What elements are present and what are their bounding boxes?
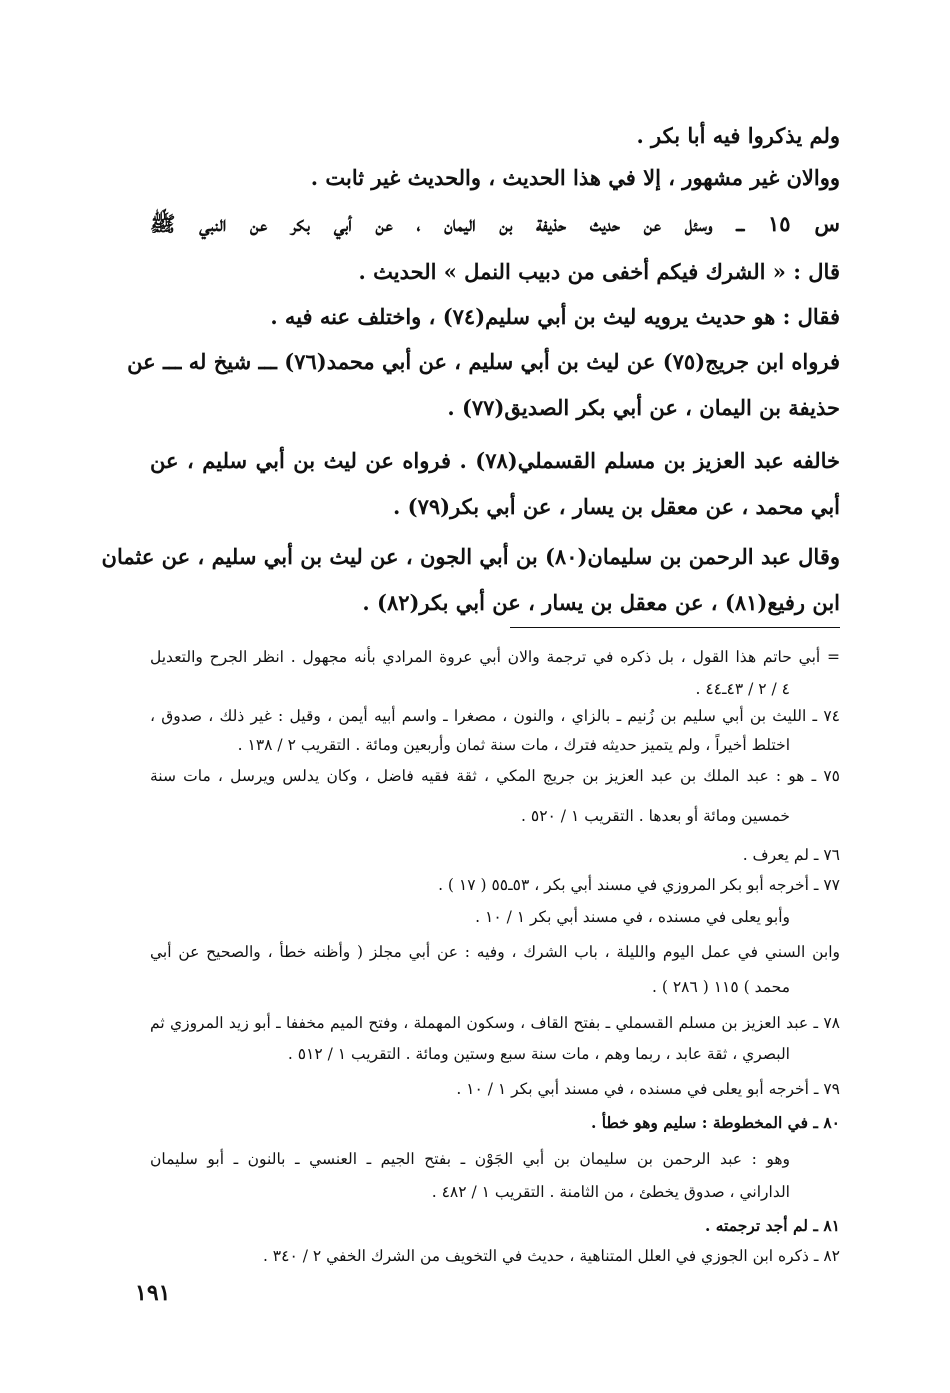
footnote-line: خمسين ومائة أو بعدها . التقريب ١ / ٥٢٠ . bbox=[521, 807, 790, 825]
footnote-77: ٧٧ ـ أخرجه أبو بكر المروزي في مسند أبي بكر ، ٥٣ـ٥٥ ( ١٧ ) . bbox=[438, 876, 840, 894]
footnote-74: ٧٤ ـ الليث بن أبي سليم بن زُنيم ـ بالزاي ، والنون ، مصغرا ـ واسم أبيه أيمن ، وقيل : غير ذلك ، صدوق ، bbox=[150, 707, 840, 725]
body-line: خالفه عبد العزيز بن مسلم القسملي(٧٨) . فرواه عن ليث بن أبي سليم ، عن bbox=[150, 448, 840, 473]
body-line: قال : « الشرك فيكم أخفى من دبيب النمل » الحديث . bbox=[358, 259, 840, 284]
footnote-82: ٨٢ ـ ذكره ابن الجوزي في العلل المتناهية ، حديث في التخويف من الشرك الخفي ٢ / ٣٤٠ . bbox=[262, 1247, 840, 1265]
footnote-line: اختلط أخيراً ، ولم يتميز حديثه فترك ، مات سنة ثمان وأربعين ومائة . التقريب ٢ / ١٣٨ . bbox=[237, 736, 790, 754]
footnote-line: محمد ) ١١٥ ( ٢٨٦ ) . bbox=[651, 978, 790, 996]
question-heading: س ١٥ ـــ وسئل عن حديث حذيفة بن اليمان ، عن أبي بكر عن النبي ﷺ bbox=[150, 211, 840, 236]
footnote-line: = أبي حاتم هذا القول ، بل ذكره في ترجمة والان أبي عروة المرادي بأنه مجهول . انظر الجرح والتعديل bbox=[150, 648, 840, 666]
footnote-79: ٧٩ ـ أخرجه أبو يعلى في مسنده ، في مسند أبي بكر ١ / ١٠ . bbox=[456, 1080, 840, 1098]
body-line: ووالان غير مشهور ، إلا في هذا الحديث ، والحديث غير ثابت . bbox=[310, 165, 840, 190]
footnote-line: ٤ / ٢ / ٤٣ـ٤٤ . bbox=[695, 680, 790, 698]
page-number: ١٩١ bbox=[135, 1280, 171, 1306]
body-line: ولم يذكروا فيه أبا بكر . bbox=[636, 123, 840, 148]
footnote-line: وهو : عبد الرحمن بن سليمان بن أبي الجَوْن ـ بفتح الجيم ـ العنسي ـ بالنون ـ أبو سليمان bbox=[150, 1150, 790, 1168]
footnote-78: ٧٨ ـ عبد العزيز بن مسلم القسملي ـ بفتح القاف ، وسكون المهملة ، وفتح الميم مخففا ـ أبو زيد المروزي ثم bbox=[150, 1014, 840, 1032]
footnote-75: ٧٥ ـ هو : عبد الملك بن عبد العزيز بن جريج المكي ، ثقة فقيه فاضل ، وكان يدلس ويرسل ، مات سنة bbox=[150, 767, 840, 785]
footnote-76: ٧٦ ـ لم يعرف . bbox=[742, 846, 840, 864]
footnote-line: وابن السني في عمل اليوم والليلة ، باب الشرك ، وفيه : عن أبي مجلز ( وأظنه خطأ ، والصحيح عن أبي bbox=[150, 943, 840, 961]
footnote-line: البصري ، ثقة عابد ، ربما وهم ، مات سنة سبع وستين ومائة . التقريب ١ / ٥١٢ . bbox=[287, 1045, 790, 1063]
footnote-81: ٨١ ـ لم أجد ترجمته . bbox=[704, 1216, 840, 1235]
body-line: فقال : هو حديث يرويه ليث بن أبي سليم(٧٤) ، واختلف عنه فيه . bbox=[270, 304, 840, 329]
body-line: ابن رفيع(٨١) ، عن معقل بن يسار ، عن أبي بكر(٨٢) . bbox=[362, 590, 840, 615]
body-line: حذيفة بن اليمان ، عن أبي بكر الصديق(٧٧) . bbox=[447, 395, 840, 420]
footnote-line: وأبو يعلى في مسنده ، في مسند أبي بكر ١ / ١٠ . bbox=[475, 908, 790, 926]
footnote-separator bbox=[510, 627, 840, 628]
footnote-80: ٨٠ ـ في المخطوطة : سليم وهو خطأ . bbox=[591, 1113, 840, 1132]
body-line: وقال عبد الرحمن بن سليمان(٨٠) بن أبي الجون ، عن ليث بن أبي سليم ، عن عثمان bbox=[101, 544, 840, 569]
footnote-line: الداراني ، صدوق يخطئ ، من الثامنة . التقريب ١ / ٤٨٢ . bbox=[431, 1183, 790, 1201]
body-line: فرواه ابن جريج(٧٥) عن ليث بن أبي سليم ، عن أبي محمد(٧٦) ـــ شيخ له ـــ عن bbox=[127, 349, 840, 374]
body-line: أبي محمد ، عن معقل بن يسار ، عن أبي بكر(٧٩) . bbox=[393, 494, 840, 519]
